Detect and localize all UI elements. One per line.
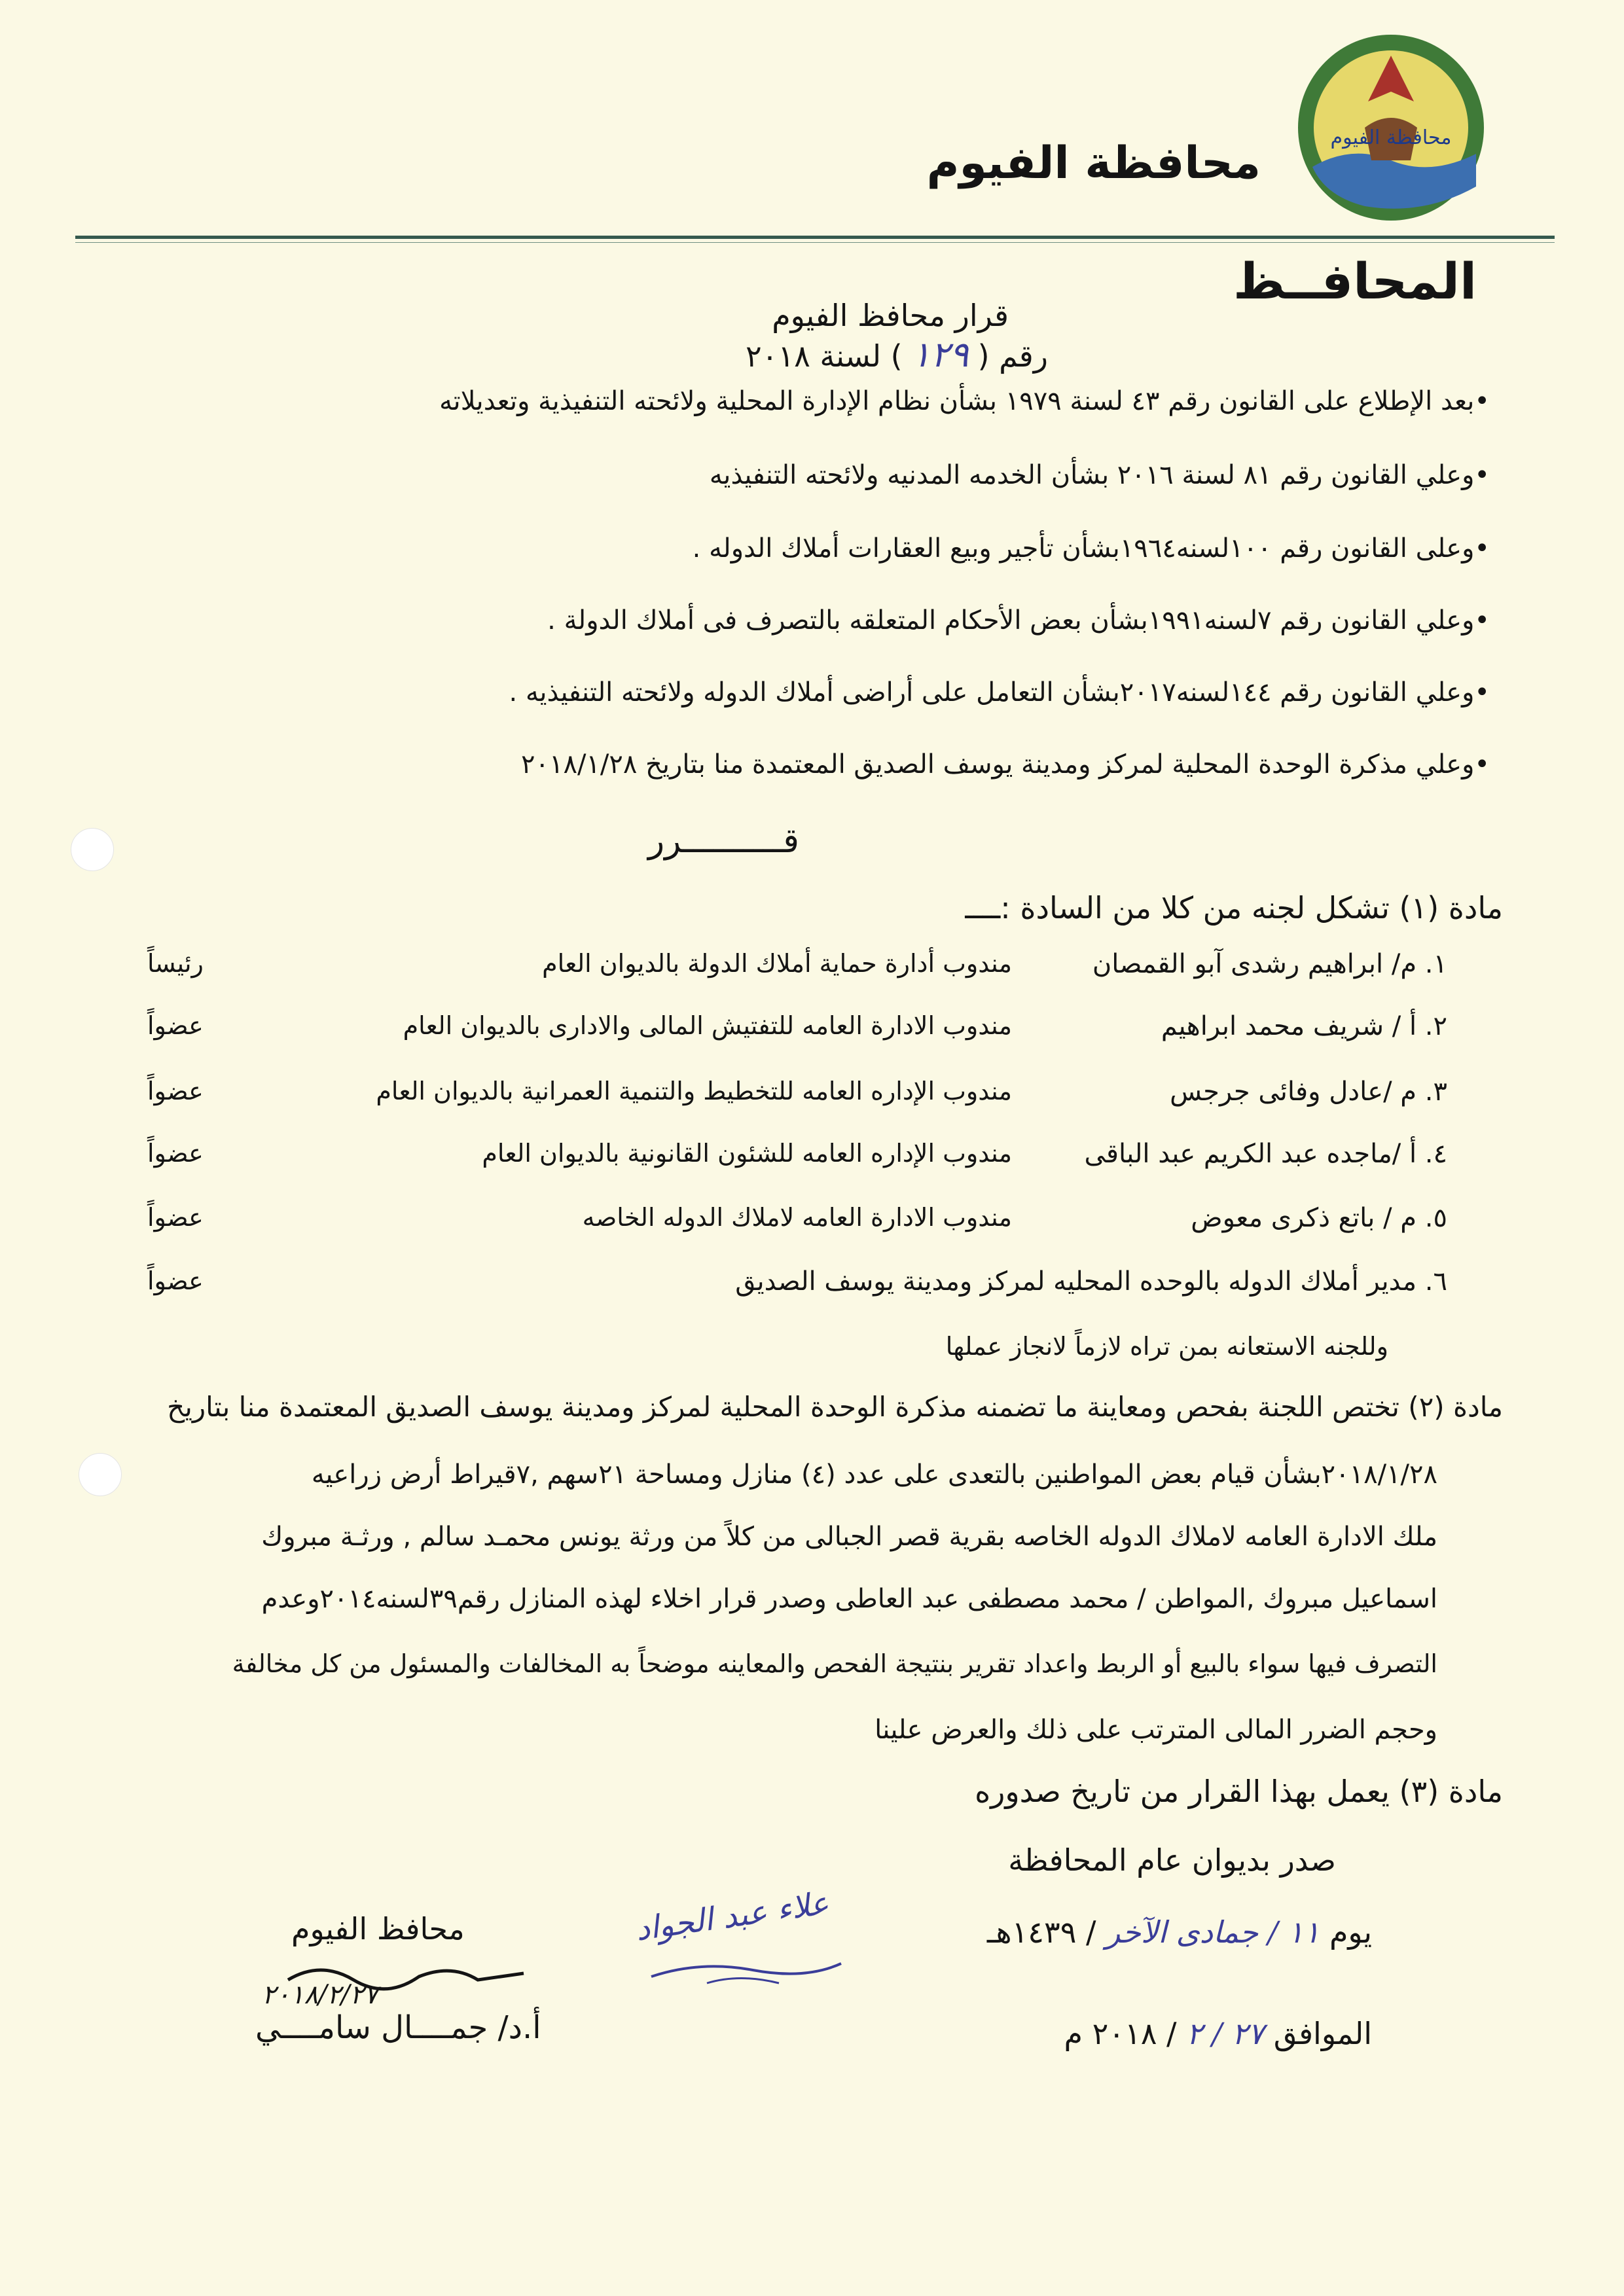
hijri-handwritten: ١١ / جمادى الآخر [1106, 1914, 1320, 1950]
member-status: عضواً [147, 1266, 204, 1295]
member-role: مندوب الادارة العامه للتفتيش المالى والادارى بالديوان العام [403, 1011, 1012, 1040]
member-name: ٢. أ / شريف محمد ابراهيم [1161, 1011, 1447, 1041]
office-title: المحافــظ [1233, 252, 1477, 310]
article-2-line: اسماعيل مبروك ,المواطن / محمد مصطفى عبد العاطى وصدر قرار اخلاء لهذه المنازل رقم٣٩لسنه٢٠١٤وعدم [261, 1584, 1437, 1614]
preamble-line: •وعلي القانون رقم ٧لسنه١٩٩١بشأن بعض الأحكام المتعلقه بالتصرف فى أملاك الدولة . [547, 605, 1490, 636]
cosign-scribble-icon [648, 1947, 844, 1993]
article-3: مادة (٣) يعمل بهذا القرار من تاريخ صدوره [975, 1774, 1503, 1809]
emblem-text: محافظة الفيوم [1330, 126, 1452, 149]
member-role: مندوب الإداره العامه للتخطيط والتنمية العمرانية بالديوان العام [376, 1077, 1012, 1105]
decree-number-prefix: رقم ( [977, 338, 1048, 374]
header-divider [75, 236, 1555, 239]
decree-number [746, 334, 1048, 375]
member-status: عضواً [147, 1077, 204, 1105]
decree-number-handwritten: ١٢٩ [911, 334, 969, 375]
governorate-emblem-icon [1293, 29, 1489, 226]
member-name: ٥. م / باتع ذكرى معوض [1191, 1203, 1447, 1233]
governor-title: محافظ الفيوم [291, 1911, 465, 1946]
article-2-line: التصرف فيها سواء بالبيع أو الربط واعداد تقرير بنتيجة الفحص والمعاينه موضحاً به المخالفات والمسئول من كل مخالفة [232, 1649, 1437, 1678]
cosign-signature: علاء عبد الجواد [633, 1884, 831, 1948]
member-status: عضواً [147, 1203, 204, 1232]
member-role: مندوب الادارة العامه لاملاك الدوله الخاصه [582, 1203, 1012, 1232]
governorate-name: محافظة الفيوم [926, 137, 1261, 189]
preamble-line: •وعلى القانون رقم ١٠٠لسنه١٩٦٤بشأن تأجير وبيع العقارات أملاك الدوله . [692, 533, 1490, 564]
hijri-prefix: يوم [1329, 1914, 1372, 1950]
header-divider-thin [75, 242, 1555, 243]
member-status: عضواً [147, 1139, 204, 1168]
article-2-line: وحجم الضرر المالى المترتب على ذلك والعرض علينا [875, 1715, 1437, 1745]
gregorian-prefix: الموافق [1273, 2016, 1372, 2051]
article-2-line: ٢٠١٨/١/٢٨بشأن قيام بعض المواطنين بالتعدى على عدد (٤) منازل ومساحة ٢١سهم ,٧قيراط أرض زراعيه [311, 1460, 1437, 1490]
governor-signature-date: ٢٠١٨/٢/٢٧ [262, 1980, 378, 2010]
preamble-line: •وعلي القانون رقم ١٤٤لسنه٢٠١٧بشأن التعامل على أراضى أملاك الدوله ولائحته التنفيذيه . [509, 677, 1490, 708]
article-1-heading: مادة (١) تشكل لجنه من كلا من السادة :ــــ [965, 890, 1503, 925]
member-status: رئيساً [147, 949, 204, 978]
article-2-line: ملك الادارة العامه لاملاك الدوله الخاصه بقرية قصر الجبالى من كلاً من ورثة يونس محمـد سالم , ورثـة مبروك [261, 1522, 1437, 1552]
decision-word: قــــــــــرر [648, 821, 800, 861]
member-role: مندوب الإداره العامه للشئون القانونية بالديوان العام [482, 1139, 1012, 1168]
article-2-line: مادة (٢) تختص اللجنة بفحص ومعاينة ما تضمنه مذكرة الوحدة المحلية لمركز ومدينة يوسف الصديق المعتمدة منا بتاريخ [167, 1391, 1503, 1423]
hijri-year: / ١٤٣٩هـ [986, 1914, 1096, 1950]
member-status: عضواً [147, 1011, 204, 1040]
member-name: ٣. م /عادل وفائى جرجس [1170, 1077, 1447, 1107]
governor-name: أ.د/ جمــــال سامــــي [255, 2009, 541, 2046]
punch-hole [71, 828, 114, 871]
issued-at: صدر بديوان عام المحافظة [1008, 1842, 1336, 1878]
preamble-line: •وعلي مذكرة الوحدة المحلية لمركز ومدينة يوسف الصديق المعتمدة منا بتاريخ ٢٠١٨/١/٢٨ [521, 749, 1490, 780]
decree-number-suffix: ) لسنة ٢٠١٨ [745, 338, 903, 374]
member-name: ٤. أ /ماجده عبد الكريم عبد الباقى [1084, 1139, 1447, 1169]
hijri-date [987, 1914, 1372, 1950]
gregorian-year: / ٢٠١٨ م [1064, 2016, 1177, 2051]
preamble-line: •وعلي القانون رقم ٨١ لسنة ٢٠١٦ بشأن الخدمه المدنيه ولائحته التنفيذيه [709, 460, 1490, 490]
punch-hole [79, 1453, 122, 1496]
gregorian-handwritten: ٢٧ / ٢ [1186, 2016, 1265, 2051]
member-name: ١. م/ ابراهيم رشدى آبو القمصان [1092, 949, 1447, 979]
preamble-line: •بعد الإطلاع على القانون رقم ٤٣ لسنة ١٩٧٩ بشأن نظام الإدارة المحلية ولائحته التنفيذية وتعديلاته [439, 386, 1490, 416]
member-role: مندوب أدارة حماية أملاك الدولة بالديوان العام [542, 949, 1012, 978]
member-name: ٦. مدير أملاك الدوله بالوحده المحليه لمركز ومدينة يوسف الصديق [735, 1266, 1447, 1297]
decree-title: قرار محافظ الفيوم [772, 298, 1009, 333]
gregorian-date [1064, 2016, 1373, 2051]
article-1-note: وللجنه الاستعانه بمن تراه لازماً لانجاز عملها [945, 1332, 1388, 1361]
